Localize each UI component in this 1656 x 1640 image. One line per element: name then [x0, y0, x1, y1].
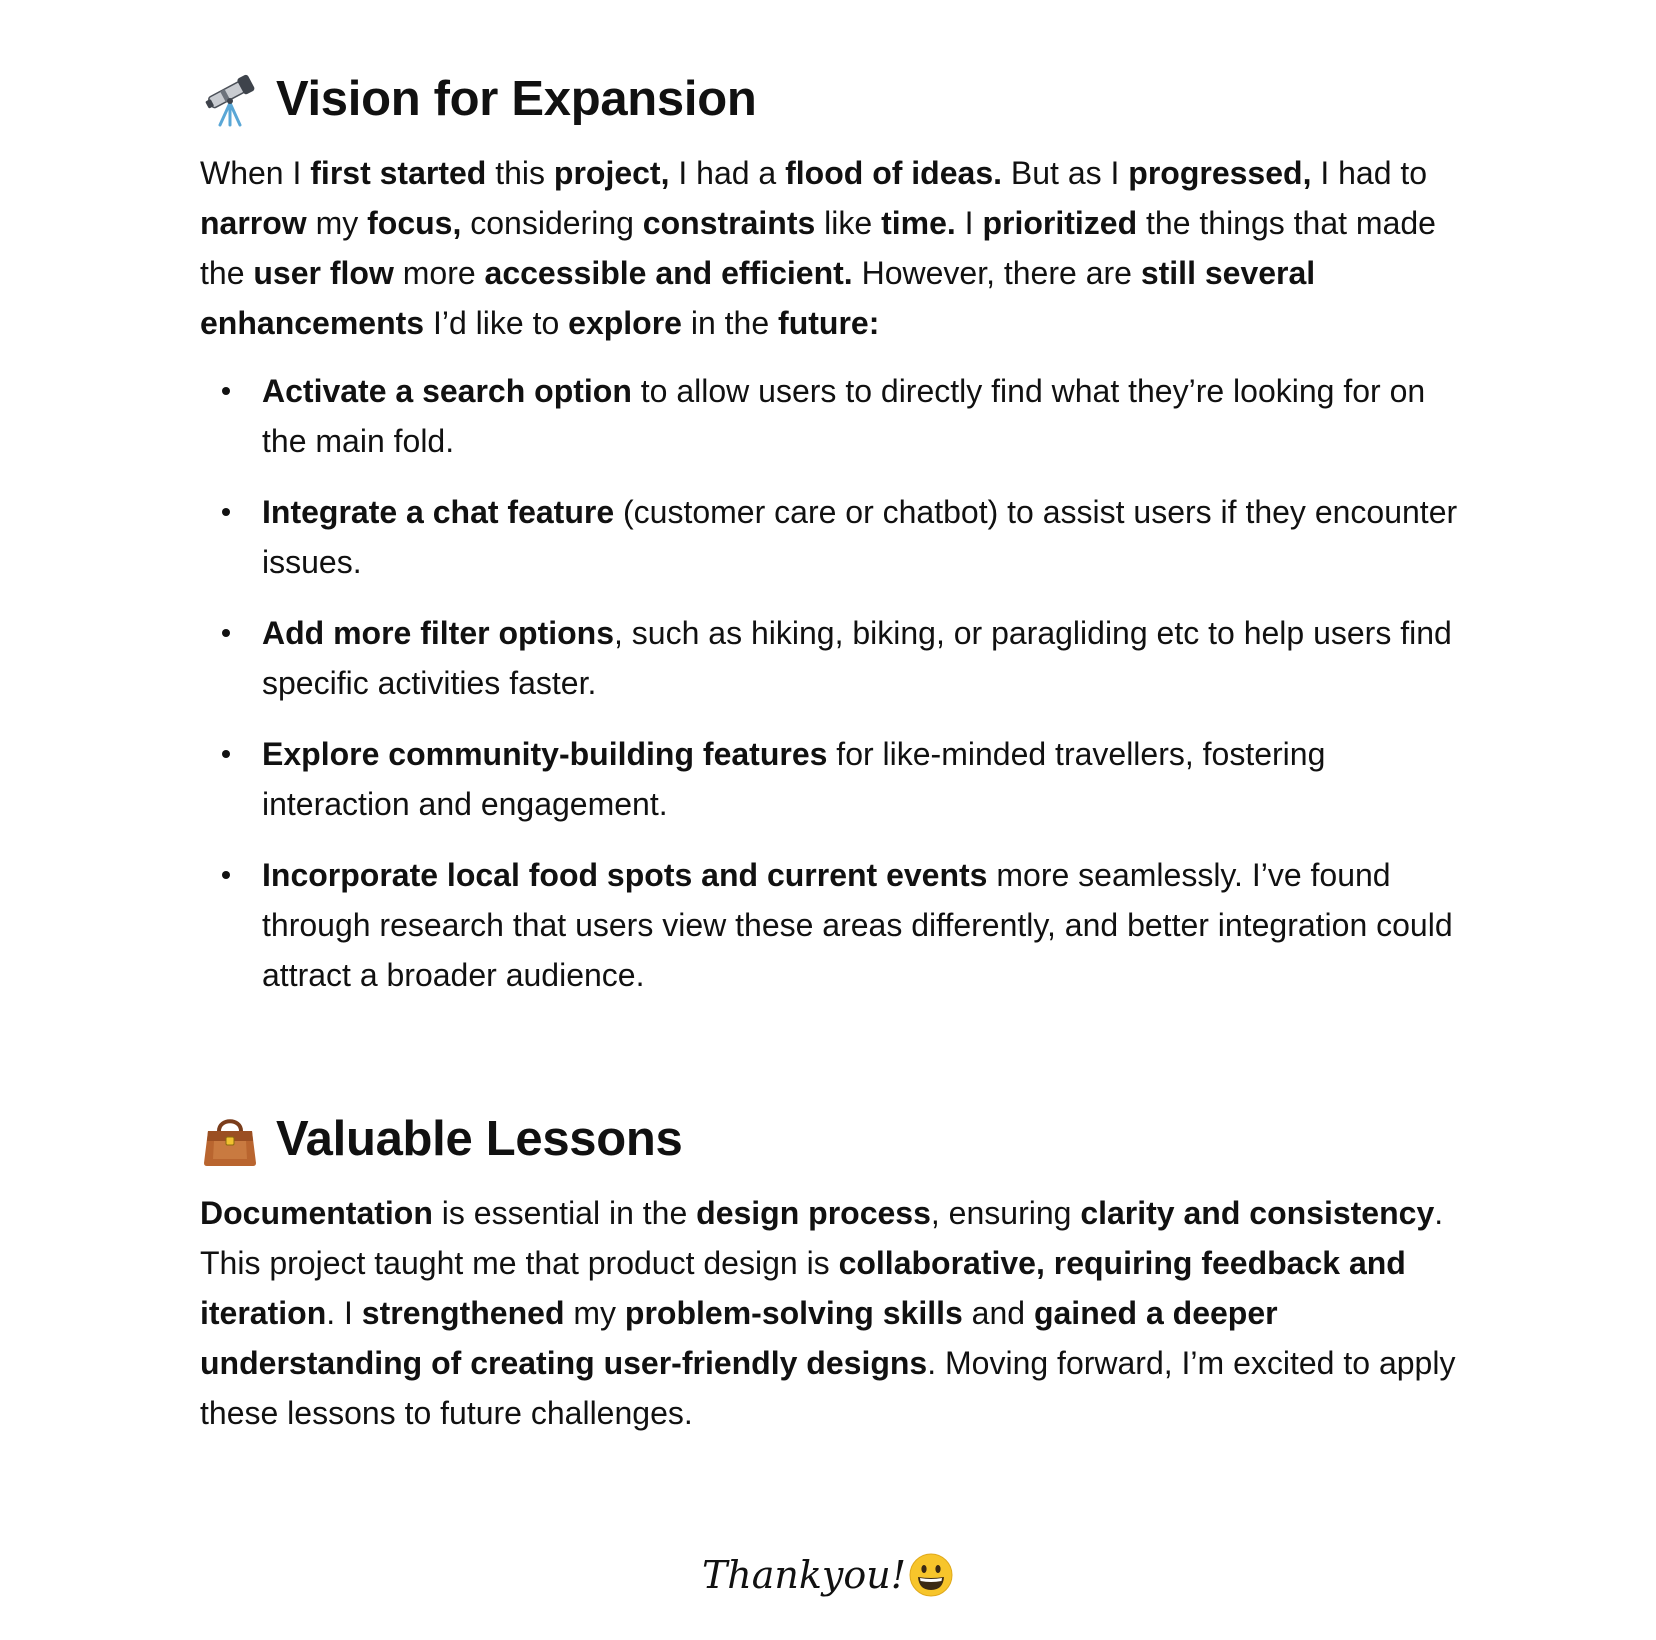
bold-text: gained a deeper understanding of creating user-friendly designs: [200, 1295, 1278, 1381]
footer-thanks: [0, 1545, 1656, 1605]
list-item-text: Incorporate local food spots and current events more seamlessly. I’ve found through research that users view these areas differently, and better integration could attract a broader audience.: [262, 857, 1453, 993]
vision-heading: [200, 60, 1470, 138]
lessons-body: Documentation is essential in the design process, ensuring clarity and consistency. This project taught me that product design is collaborative, requiring feedback and iteration. I strengthened my problem-solving skills and gained a deeper understanding of creating user-friendly designs. Moving forward, I’m excited to apply these lessons to future challenges.: [200, 1195, 1456, 1431]
telescope-icon: [200, 69, 260, 129]
bold-text: collaborative, requiring feedback and iteration: [200, 1245, 1406, 1331]
lessons-section: [200, 1100, 1470, 1438]
bullet-icon: [222, 871, 230, 879]
bold-text: project,: [553, 155, 670, 191]
bold-text: user flow: [253, 255, 394, 291]
vision-title: Vision for Expansion: [276, 72, 757, 126]
bold-text: Explore community-building features: [262, 736, 828, 772]
bold-text: flood of ideas.: [785, 155, 1002, 191]
bold-text: accessible and efficient.: [484, 255, 853, 291]
bold-text: time.: [881, 205, 956, 241]
bold-text: focus,: [367, 205, 462, 241]
bold-text: explore: [568, 305, 682, 341]
bullet-icon: [222, 629, 230, 637]
list-item-text: Explore community-building features for like-minded travellers, fostering interaction and engagement.: [262, 736, 1326, 822]
bold-text: constraints: [642, 205, 816, 241]
bold-text: Incorporate local food spots and current events: [262, 857, 988, 893]
list-item: [200, 729, 1470, 829]
list-item-text: Add more filter options, such as hiking, biking, or paragliding etc to help users find specific activities faster.: [262, 615, 1452, 701]
bold-text: Documentation: [200, 1195, 433, 1231]
bold-text: still several enhancements: [200, 255, 1316, 341]
list-item-text: Activate a search option to allow users to directly find what they’re looking for on the main fold.: [262, 373, 1426, 459]
bullet-icon: [222, 508, 230, 516]
lessons-heading: [200, 1100, 1470, 1178]
vision-list: [200, 366, 1470, 1000]
bold-text: clarity and consistency: [1080, 1195, 1435, 1231]
bold-text: Add more filter options: [262, 615, 614, 651]
vision-section: [200, 60, 1470, 1000]
list-item: [200, 608, 1470, 708]
list-item-text: Integrate a chat feature (customer care or chatbot) to assist users if they encounter issues.: [262, 494, 1458, 580]
bold-text: design process: [696, 1195, 931, 1231]
bold-text: Integrate a chat feature: [262, 494, 615, 530]
grinning-face-icon: [908, 1552, 954, 1598]
bullet-icon: [222, 387, 230, 395]
thanks-text: Thankyou!: [701, 1553, 907, 1597]
bold-text: prioritized: [982, 205, 1138, 241]
bold-text: problem-solving skills: [624, 1295, 963, 1331]
bullet-icon: [222, 750, 230, 758]
bold-text: progressed,: [1128, 155, 1312, 191]
document-page: [200, 60, 1470, 1438]
lessons-title: Valuable Lessons: [276, 1112, 683, 1166]
list-item: [200, 850, 1470, 1000]
handbag-icon: [200, 1109, 260, 1169]
bold-text: narrow: [200, 205, 307, 241]
list-item: [200, 487, 1470, 587]
list-item: [200, 366, 1470, 466]
bold-text: Activate a search option: [262, 373, 632, 409]
vision-intro: When I first started this project, I had a flood of ideas. But as I progressed, I had to narrow my focus, considering constraints like time. I prioritized the things that made the user flow more accessible and efficient. However, there are still several enhancements I’d like to explore in the future:: [200, 155, 1436, 341]
bold-text: first started: [310, 155, 487, 191]
bold-text: future:: [778, 305, 880, 341]
bold-text: strengthened: [361, 1295, 565, 1331]
